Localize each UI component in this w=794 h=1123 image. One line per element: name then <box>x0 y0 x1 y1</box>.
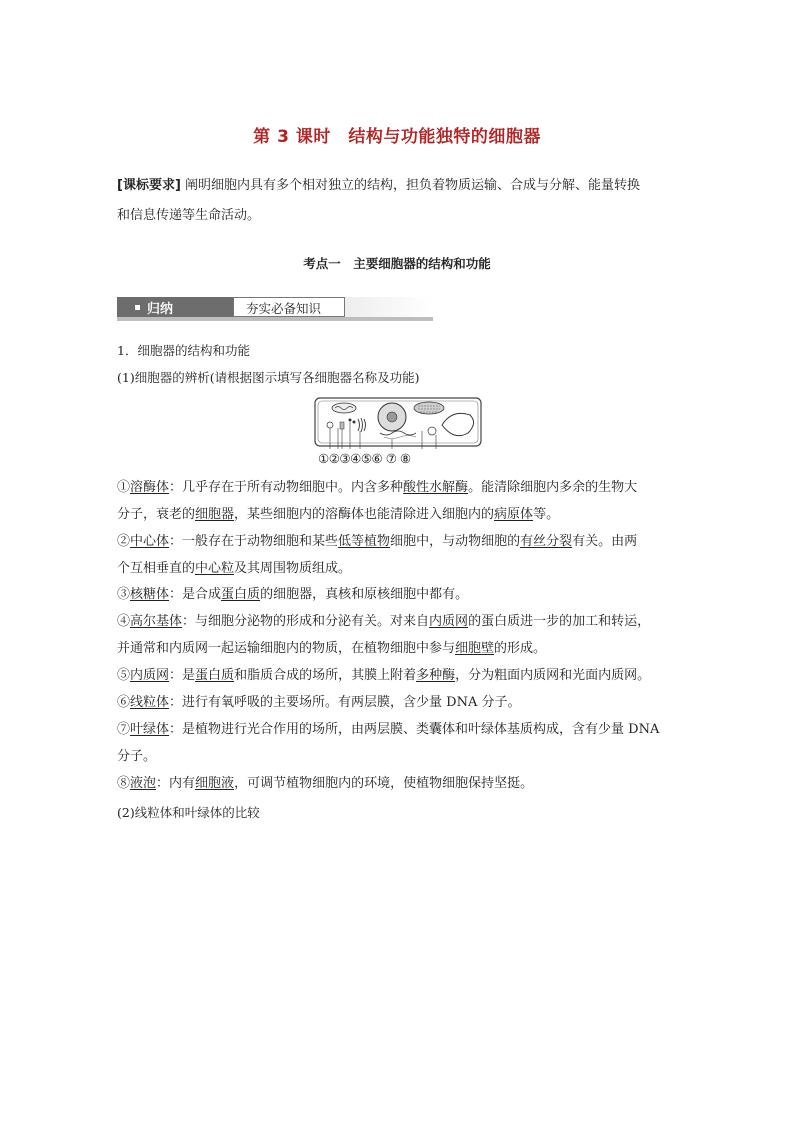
item-text: 分子。 <box>117 748 157 764</box>
organelle-name: 内质网 <box>130 668 170 683</box>
item-text: ：与细胞分泌物的形成和分泌有关。对来自 <box>182 614 430 629</box>
item-number: ⑦ <box>117 722 131 737</box>
item-er <box>117 663 685 690</box>
blank-answer: 蛋白质 <box>221 587 261 602</box>
organelle-name: 叶绿体 <box>130 722 170 737</box>
organelle-name: 线粒体 <box>130 695 170 710</box>
item-number: ③ <box>117 587 131 602</box>
item-text: 和脂质合成的场所，其膜上附着 <box>234 668 417 683</box>
item-text: ：是植物进行光合作用的场所，由两层膜、类囊体和叶绿体基质构成，含有少量 DNA <box>169 722 660 737</box>
blank-answer: 细胞器 <box>195 506 235 522</box>
item-text: 分子，衰老的 <box>117 506 196 522</box>
blank-answer: 内质网 <box>429 614 469 629</box>
item-number: ② <box>117 534 131 549</box>
banner-right-box <box>233 297 345 317</box>
organelle-name: 核糖体 <box>130 587 170 602</box>
requirement-text-line1: 阐明细胞内具有多个相对独立的结构，担负着物质运输、合成与分解、能量转换 <box>185 178 641 193</box>
item-text: 。能清除细胞内多余的生物大 <box>468 480 638 495</box>
item-number: ⑤ <box>117 668 131 683</box>
item-text: ：是 <box>169 668 196 683</box>
banner-right-label: 夯实必备知识 <box>246 301 322 316</box>
organelle-name: 溶酶体 <box>130 480 170 495</box>
organelle-name: 中心体 <box>130 534 170 549</box>
item-number: ④ <box>117 614 131 629</box>
item-text: ：几乎存在于所有动物细胞中。内含多种 <box>169 480 404 495</box>
item-text: ：一般存在于动物细胞和某些 <box>169 534 339 549</box>
item-text: 等。 <box>533 506 560 522</box>
item-number: ⑥ <box>117 695 131 710</box>
blank-answer: 细胞壁 <box>455 640 495 656</box>
item-text: ，某些细胞内的溶酶体也能清除进入细胞内的 <box>234 506 495 522</box>
blank-answer: 有丝分裂 <box>520 534 573 549</box>
item-text: 的蛋白质进一步的加工和转运， <box>468 614 651 629</box>
item-ribosome <box>117 582 685 609</box>
section-title: 考点一 主要细胞器的结构和功能 <box>303 256 491 271</box>
blank-answer: 蛋白质 <box>195 668 235 683</box>
item-text: ，分为粗面内质网和光面内质网。 <box>455 668 651 683</box>
organelle-name: 液泡 <box>130 776 157 791</box>
item-text: ：进行有氧呼吸的主要场所。有两层膜，含少量 DNA 分子。 <box>169 695 521 710</box>
banner-left-label: 归纳 <box>147 302 174 317</box>
item-vacuole <box>117 771 685 798</box>
blank-answer: 低等植物 <box>338 534 391 549</box>
blank-answer: 多种酶 <box>416 668 456 683</box>
item-text: 的形成。 <box>494 640 547 656</box>
item-text: 有关。由两 <box>572 534 638 549</box>
item-text: ：是合成 <box>169 587 222 602</box>
heading-organelle-structure: 1．细胞器的结构和功能 <box>117 343 250 358</box>
blank-answer: 中心粒 <box>195 560 235 576</box>
item-golgi <box>117 609 685 662</box>
item-text: ，可调节植物细胞内的环境，使植物细胞保持坚挺。 <box>234 776 534 791</box>
diagram-labels: ①②③④⑤⑥ ⑦ ⑧ <box>318 451 411 466</box>
banner-left-box <box>117 297 233 317</box>
requirement-text-line2: 和信息传递等生命活动。 <box>117 208 261 223</box>
square-bullet-icon <box>135 305 140 310</box>
heading-mito-chloroplast-compare: (2)线粒体和叶绿体的比较 <box>117 805 260 820</box>
item-text: ：内有 <box>156 776 196 791</box>
item-centrosome <box>117 529 685 582</box>
heading-organelle-identification: (1)细胞器的辨析(请根据图示填写各细胞器名称及功能) <box>117 370 420 385</box>
cell-diagram <box>314 395 484 467</box>
item-number: ① <box>117 480 131 495</box>
item-lysosome <box>117 475 685 528</box>
curriculum-requirement <box>117 171 682 231</box>
blank-answer: 酸性水解酶 <box>403 480 469 495</box>
item-chloroplast <box>117 717 685 770</box>
item-text: 个互相垂直的 <box>117 560 196 576</box>
blank-answer: 细胞液 <box>195 776 235 791</box>
banner-underline <box>117 317 433 321</box>
organelle-name: 高尔基体 <box>130 614 183 629</box>
item-text: 并通常和内质网一起运输细胞内的物质，在植物细胞中参与 <box>117 640 456 656</box>
blank-answer: 病原体 <box>494 506 534 522</box>
page-title: 第 3 课时 结构与功能独特的细胞器 <box>253 127 541 147</box>
item-number: ⑧ <box>117 776 131 791</box>
item-text: 细胞中，与动物细胞的 <box>390 534 521 549</box>
requirement-tag: [课标要求] <box>117 178 181 193</box>
summary-banner <box>117 297 433 321</box>
item-text: 及其周围物质组成。 <box>234 560 352 576</box>
item-mitochondrion <box>117 690 685 717</box>
item-text: 的细胞器，真核和原核细胞中都有。 <box>260 587 469 602</box>
